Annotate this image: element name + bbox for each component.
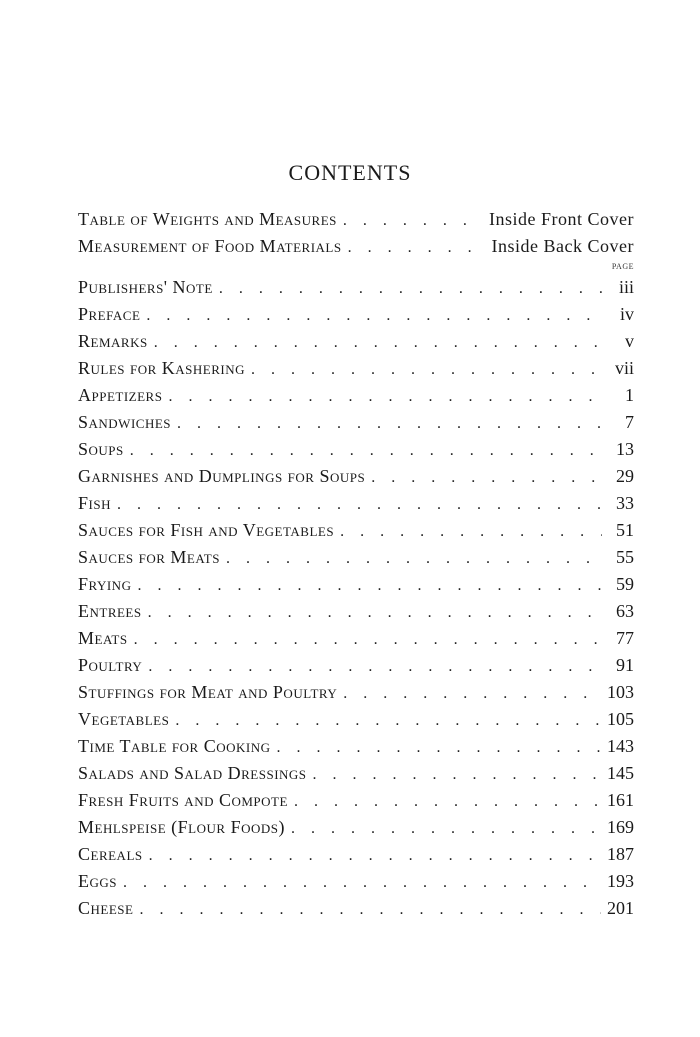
- leader-dots: [117, 491, 602, 518]
- leader-dots: [277, 734, 602, 761]
- toc-entry: [78, 760, 634, 787]
- toc-entry-label: Fish: [78, 493, 111, 513]
- leader-dots: [149, 842, 601, 869]
- toc-entry-page: 13: [616, 439, 634, 459]
- toc-entry: [78, 517, 634, 544]
- toc-entry-page: 201: [607, 898, 634, 918]
- toc-entry: [78, 463, 634, 490]
- leader-dots: [154, 329, 602, 356]
- toc-entry-label: Table of Weights and Measures: [78, 209, 337, 229]
- toc-entry-label: Entrees: [78, 601, 142, 621]
- toc-entry-label: Eggs: [78, 871, 118, 891]
- leader-dots: [177, 410, 602, 437]
- toc-entry-page: 193: [607, 871, 634, 891]
- toc-entry-page: 29: [616, 466, 634, 486]
- leader-dots: [134, 626, 602, 653]
- leader-dots: [148, 653, 602, 680]
- toc-entry: [78, 544, 634, 571]
- leader-dots: [348, 234, 486, 261]
- toc-entry-page: 55: [616, 547, 634, 567]
- toc-entry-label: Measurement of Food Materials: [78, 236, 342, 256]
- leader-dots: [371, 464, 602, 491]
- toc-entry: [78, 328, 634, 355]
- toc-entry: [78, 679, 634, 706]
- toc-entry: [78, 598, 634, 625]
- toc-entry-page: 187: [607, 844, 634, 864]
- toc-entry-label: Time Table for Cooking: [78, 736, 271, 756]
- leader-dots: [139, 896, 601, 923]
- leader-dots: [175, 707, 601, 734]
- toc-entry-page: 77: [616, 628, 634, 648]
- leader-dots: [226, 545, 602, 572]
- toc-entry-label: Appetizers: [78, 385, 163, 405]
- toc-entry: [78, 409, 634, 436]
- toc-entry-label: Preface: [78, 304, 141, 324]
- toc-entry-page: 103: [607, 682, 634, 702]
- toc-entry-label: Sauces for Meats: [78, 547, 220, 567]
- leader-dots: [130, 437, 602, 464]
- toc-entry: [78, 382, 634, 409]
- toc-cover-entry: [78, 206, 634, 233]
- toc-entry-page: 169: [607, 817, 634, 837]
- toc-entry-page: 7: [625, 412, 634, 432]
- toc-entry: [78, 571, 634, 598]
- toc-entry-page: 145: [607, 763, 634, 783]
- leader-dots: [123, 869, 601, 896]
- toc-entry-label: Fresh Fruits and Compote: [78, 790, 288, 810]
- toc-entry-label: Frying: [78, 574, 132, 594]
- toc-entry-page: 63: [616, 601, 634, 621]
- toc-entry-page: 161: [607, 790, 634, 810]
- toc-entry: [78, 868, 634, 895]
- toc-entry-label: Meats: [78, 628, 128, 648]
- leader-dots: [294, 788, 601, 815]
- toc-entry-page: iii: [618, 277, 634, 297]
- toc-entry-label: Cheese: [78, 898, 134, 918]
- leader-dots: [251, 356, 602, 383]
- leader-dots: [148, 599, 602, 626]
- toc-entry-label: Soups: [78, 439, 124, 459]
- leader-dots: [291, 815, 601, 842]
- toc-entry: [78, 787, 634, 814]
- leader-dots: [168, 383, 602, 410]
- toc-entry-label: Mehlspeise (Flour Foods): [78, 817, 285, 837]
- toc-entry-page: vii: [614, 358, 634, 378]
- toc-entry-label: Vegetables: [78, 709, 170, 729]
- toc-entry-label: Sauces for Fish and Vegetables: [78, 520, 335, 540]
- page-title: CONTENTS: [288, 160, 412, 185]
- toc-entry-page: 59: [616, 574, 634, 594]
- toc-cover-location: Inside Back Cover: [491, 236, 634, 256]
- toc-entry-label: Cereals: [78, 844, 143, 864]
- toc-entry-label: Sandwiches: [78, 412, 172, 432]
- leader-dots: [343, 207, 483, 234]
- toc-entry-label: Remarks: [78, 331, 148, 351]
- leader-dots: [313, 761, 601, 788]
- toc-entry-page: iv: [619, 304, 634, 324]
- table-of-contents: [78, 206, 634, 922]
- toc-entry-label: Salads and Salad Dressings: [78, 763, 307, 783]
- toc-entry: [78, 301, 634, 328]
- toc-entry: [78, 895, 634, 922]
- toc-entry-label: Poultry: [78, 655, 143, 675]
- toc-entry-label: Rules for Kashering: [78, 358, 246, 378]
- toc-entry-page: 91: [616, 655, 634, 675]
- toc-entry-page: 51: [616, 520, 634, 540]
- toc-cover-location: Inside Front Cover: [489, 209, 634, 229]
- leader-dots: [340, 518, 602, 545]
- toc-entry-page: v: [625, 331, 634, 351]
- toc-entry: [78, 436, 634, 463]
- toc-entry-page: 33: [616, 493, 634, 513]
- toc-entry: [78, 490, 634, 517]
- page-column-header: PAGE: [611, 262, 634, 271]
- toc-entry-label: Publishers' Note: [78, 277, 213, 297]
- toc-entry-label: Stuffings for Meat and Poultry: [78, 682, 338, 702]
- toc-entry: [78, 814, 634, 841]
- toc-entry: [78, 706, 634, 733]
- toc-entry: [78, 274, 634, 301]
- toc-entry-page: 1: [625, 385, 634, 405]
- toc-entry: [78, 841, 634, 868]
- toc-entry: [78, 355, 634, 382]
- toc-entry-list: [78, 274, 634, 922]
- toc-cover-entry: [78, 233, 634, 260]
- toc-entry: [78, 733, 634, 760]
- leader-dots: [343, 680, 601, 707]
- toc-entry-page: 143: [607, 736, 634, 756]
- leader-dots: [219, 275, 602, 302]
- toc-entry: [78, 652, 634, 679]
- leader-dots: [146, 302, 602, 329]
- toc-entry-label: Garnishes and Dumplings for Soups: [78, 466, 366, 486]
- toc-entry: [78, 625, 634, 652]
- toc-entry-page: 105: [607, 709, 634, 729]
- leader-dots: [137, 572, 602, 599]
